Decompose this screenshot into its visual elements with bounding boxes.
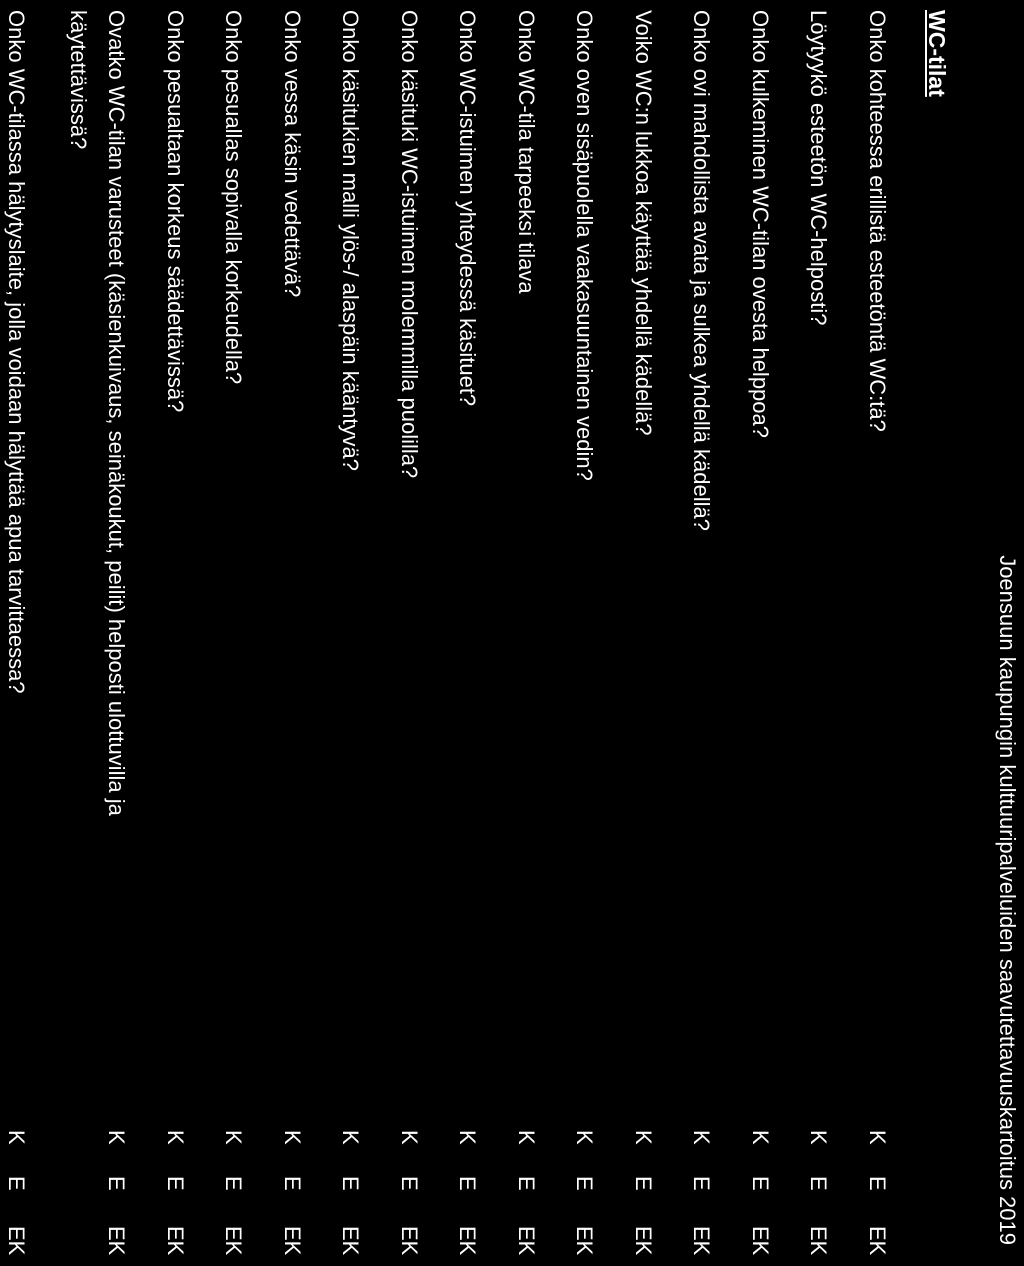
answer-option-k: K: [748, 1130, 773, 1145]
answer-options: [741, 1130, 779, 1266]
answer-option-k: K: [806, 1130, 832, 1145]
answer-options: [156, 1130, 194, 1266]
answer-option-k: K: [689, 1130, 715, 1145]
answer-options: [273, 1130, 311, 1266]
question-text: Onko oven sisäpuolella vaakasuuntainen vedin?: [572, 10, 598, 481]
question-text: Onko ovi mahdollista avata ja sulkea yhdellä kädellä?: [689, 10, 715, 531]
question-text: Ovatko WC-tilan varusteet (käsienkuivaus, seinäkoukut, peilit) helposti ulottuvilla ja käytettävissä?: [66, 10, 130, 816]
answer-option-ek: EK: [865, 1226, 890, 1256]
question-row: [779, 10, 838, 1256]
answer-options: [332, 1130, 370, 1266]
question-list: [0, 10, 896, 1256]
question-row: [662, 10, 721, 1256]
answer-option-ek: EK: [163, 1226, 188, 1256]
answer-option-e: E: [514, 1176, 539, 1191]
answer-option-e: E: [104, 1176, 130, 1191]
document-header: Joensuun kaupungin kulttuuripalveluiden saavutettavuuskartoitus 2019: [995, 555, 1020, 1245]
answer-options: [858, 1130, 896, 1266]
answer-option-ek: EK: [280, 1226, 305, 1256]
question-row: [545, 10, 604, 1256]
question-text: Löytyykö esteetön WC-helposti?: [806, 10, 832, 326]
answer-option-e: E: [221, 1176, 247, 1191]
question-text: Onko kohteessa erillistä esteetöntä WC:tä?: [865, 10, 890, 432]
answer-options: [215, 1130, 253, 1266]
question-row: [487, 10, 546, 1256]
answer-option-e: E: [455, 1176, 481, 1191]
answer-option-k: K: [104, 1130, 130, 1145]
answer-option-e: E: [4, 1176, 30, 1191]
answer-option-e: E: [806, 1176, 832, 1191]
answer-option-k: K: [397, 1130, 422, 1145]
answer-option-ek: EK: [221, 1226, 247, 1256]
answer-option-k: K: [4, 1130, 30, 1145]
question-row: [36, 10, 136, 1256]
answer-option-k: K: [572, 1130, 598, 1145]
answer-option-ek: EK: [338, 1226, 364, 1256]
question-text: Onko kulkeminen WC-tilan ovesta helppoa?: [748, 10, 773, 439]
answer-options: [624, 1130, 662, 1266]
question-text: Onko WC-tila tarpeeksi tilava: [514, 10, 539, 294]
answer-option-e: E: [865, 1176, 890, 1191]
question-row: [194, 10, 253, 1256]
answer-options: [507, 1130, 545, 1266]
question-row: [604, 10, 663, 1256]
answer-option-k: K: [631, 1130, 656, 1145]
question-text: Onko vessa käsin vedettävä?: [280, 10, 305, 298]
answer-option-ek: EK: [397, 1226, 422, 1256]
answer-option-ek: EK: [104, 1226, 130, 1256]
section-title: WC-tilat: [924, 10, 950, 97]
question-row: [721, 10, 780, 1256]
question-text: Voiko WC:n lukkoa käyttää yhdellä kädellä?: [631, 10, 656, 436]
answer-option-ek: EK: [631, 1226, 656, 1256]
answer-option-ek: EK: [572, 1226, 598, 1256]
question-row: [136, 10, 195, 1256]
question-text: Onko WC-istuimen yhteydessä käsituet?: [455, 10, 481, 407]
question-row: [311, 10, 370, 1256]
question-row: [253, 10, 312, 1256]
answer-option-k: K: [865, 1130, 890, 1145]
answer-option-ek: EK: [455, 1226, 481, 1256]
answer-options: [800, 1130, 838, 1266]
answer-option-e: E: [397, 1176, 422, 1191]
answer-option-e: E: [631, 1176, 656, 1191]
answer-options: [0, 1130, 36, 1266]
answer-option-ek: EK: [689, 1226, 715, 1256]
question-row: [428, 10, 487, 1256]
answer-options: [566, 1130, 604, 1266]
question-row: [838, 10, 897, 1256]
answer-option-e: E: [689, 1176, 715, 1191]
question-text: Onko pesualtaan korkeus säädettävissä?: [163, 10, 188, 413]
answer-option-e: E: [338, 1176, 364, 1191]
answer-option-k: K: [514, 1130, 539, 1145]
question-text: Onko käsitukien malli ylös-/ alaspäin kääntyvä?: [338, 10, 364, 472]
answer-option-k: K: [163, 1130, 188, 1145]
answer-option-e: E: [572, 1176, 598, 1191]
answer-option-ek: EK: [4, 1226, 30, 1256]
answer-option-k: K: [280, 1130, 305, 1145]
answer-options: [98, 1130, 136, 1266]
question-text: Onko pesuallas sopivalla korkeudella?: [221, 10, 247, 385]
answer-option-e: E: [748, 1176, 773, 1191]
answer-options: [390, 1130, 428, 1266]
answer-options: [449, 1130, 487, 1266]
question-text: Onko käsituki WC-istuimen molemmilla puolilla?: [397, 10, 422, 479]
answer-options: [683, 1130, 721, 1266]
answer-option-ek: EK: [514, 1226, 539, 1256]
answer-option-k: K: [338, 1130, 364, 1145]
answer-option-ek: EK: [748, 1226, 773, 1256]
answer-option-e: E: [280, 1176, 305, 1191]
question-text: Onko WC-tilassa hälytyslaite, jolla voidaan hälyttää apua tarvittaessa?: [4, 10, 30, 694]
answer-option-e: E: [163, 1176, 188, 1191]
question-row: [0, 10, 36, 1256]
question-row: [370, 10, 429, 1256]
answer-option-k: K: [455, 1130, 481, 1145]
answer-option-ek: EK: [806, 1226, 832, 1256]
answer-option-k: K: [221, 1130, 247, 1145]
